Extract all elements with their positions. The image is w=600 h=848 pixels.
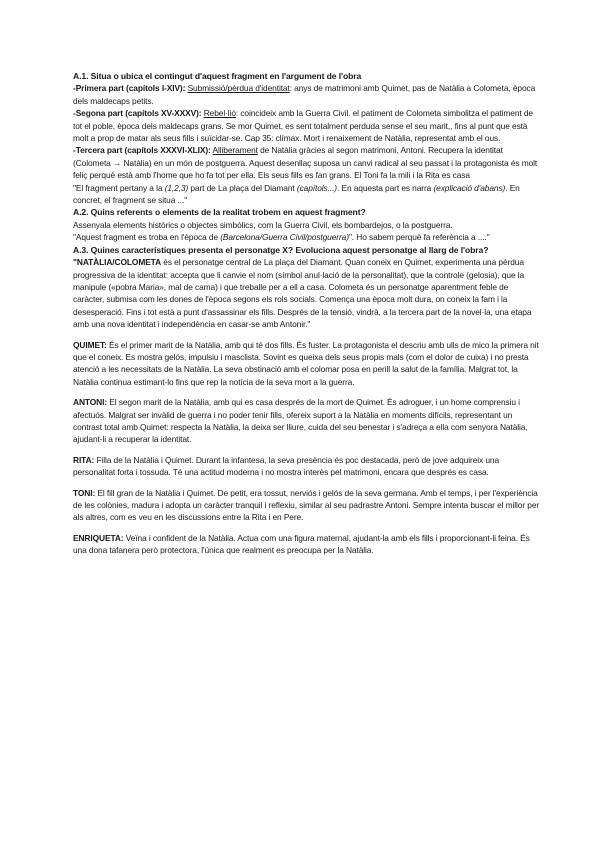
label-part-3: -Tercera part (capítols XXXVI-XLIX): bbox=[73, 145, 211, 156]
paragraph-a2-instructions: Assenyala elements històrics o objectes simbòlics, com la Guerra Civil, els bombardejos, o la postguerra. bbox=[73, 219, 453, 230]
heading-a1: A.1. Situa o ubica el contingut d'aquest fragment en l'argument de l'obra bbox=[73, 71, 362, 81]
paragraph-template-a2 bbox=[73, 231, 541, 243]
text-natalia: és el personatge central de La plaça del Diamant. Quan coneix en Quimet, experimenta una pèrdua progressiva de la identitat: accepta que li canvie el nom (símbol anul·lació de la personalitat), que la controle (gelosia), que la manipule («pobra Maria», mal de cama) i que treballe per a ell a casa. Colometa és un personatge aparentment feble de caràcter, submisa com les dones de l'època segons els rols socials. Comença una època molt dura, on coneix la fam i la desesperació. Fins i tot està a punt d'assassinar els fills. Després de la tensió, vindrà, a la tercera part de la novel·la, una etapa amb una nova identitat i independència en casar-se amb Antonir." bbox=[73, 257, 532, 330]
paragraph-enriqueta bbox=[73, 532, 541, 557]
theme-part-1: Submissió/pèrdua d'identitat bbox=[187, 83, 290, 94]
template-a1-placeholder-2: (capítols...) bbox=[296, 182, 337, 193]
heading-a3: A.3. Quines característiques presenta el personatge X? Evoluciona aquest personatge al llarg de l'obra? bbox=[73, 244, 489, 255]
text-rita: Filla de la Natàlia i Quimet. Durant la infantesa, la seva presència és poc destacada, però de jove adquireix una personalitat forta i tossuda. Té una actitud moderna i no mostra interès pel matrimoni, encara que després es casa. bbox=[73, 454, 500, 478]
label-quimet: QUIMET: bbox=[73, 339, 107, 350]
template-a1-placeholder-1: (1,2,3) bbox=[164, 182, 189, 193]
theme-part-2: Rebel·lió bbox=[203, 108, 236, 119]
label-part-2: -Segona part (capítols XV-XXXV): bbox=[73, 108, 202, 119]
label-natalia: "NATÀLIA/COLOMETA bbox=[73, 257, 162, 268]
paragraph-part-1 bbox=[73, 82, 541, 107]
template-a1-text-4: . En concret, el fragment se situa ..." bbox=[73, 182, 520, 206]
template-a2-placeholder: (Barcelona/Guerra Civil/postguerra) bbox=[220, 232, 349, 243]
template-a1-text-2: part de La plaça del Diamant bbox=[188, 182, 297, 193]
template-a2-text-1: "Aquest fragment es troba en l'època de bbox=[73, 232, 221, 243]
paragraph-antoni bbox=[73, 396, 541, 446]
text-part-2: : coincideix amb la Guerra Civil. el patiment de Colometa simbolitza el patiment de tot el poble, època dels maldecaps grans. Se mor Quimet, es sent totalment perduda sense el seu marit,, fins al punt que està molt a prop de matar als seus fills i suïcidar-se. Cap 35: clímax. Mort i renaixement de Natàlia, representat amb el ous. bbox=[73, 108, 533, 144]
heading-a2: A.2. Quins referents o elements de la realitat trobem en aquest fragment? bbox=[73, 207, 366, 218]
paragraph-natalia bbox=[73, 256, 541, 330]
text-quimet: És el primer marit de la Natàlia, amb qui té dos fills. És fuster. La protagonista el descriu amb ulls de mico la primera nit que el coneix. Es mostra gelós, impulsiu i masclista. Sovint es queixa dels seus propis mals (com el dolor de cuixa) i no presta atenció a les necessitats de la Natàlia. La seva obstinació amb el colomar posa en perill la salut de la família. Malgrat tot, la Natàlia continua estimant-lo fins que rep la notícia de la seva mort a la guerra. bbox=[73, 339, 539, 387]
label-antoni: ANTONI: bbox=[73, 397, 108, 408]
template-a1-placeholder-3: (explicació d'abans) bbox=[433, 182, 506, 193]
paragraph-rita bbox=[73, 454, 541, 479]
text-part-3: de Natàlia gràcies al segon matrimoni, Antoni. Recupera la identitat (Colometa → Natàlia) en un món de postguerra. Aquest desenllaç suposa un canvi radical al seu passat i la protagonista és molt feliç perquè està amb l'home que ho fa tot per ella. Els seus fills es fan grans. El Toni fa la mili i la Rita es casa bbox=[73, 145, 538, 181]
text-antoni: El segon marit de la Natàlia, amb qui es casa després de la mort de Quimet. És adroguer, i un home comprensiu i afectuós. Malgrat ser invàlid de guerra i no poder tenir fills, ofereix suport a la Natàlia en moments difícils, representant un contrast total amb Quimet: respecta la Natàlia, la deixa ser lliure, cuida del seu benestar i s'adreça a ella com senyora Natàlia, ajudant-li a recuperar la identitat. bbox=[73, 397, 528, 445]
template-a2-text-2: ". Ho sabem perquè fa referència a ...." bbox=[348, 232, 490, 243]
label-enriqueta: ENRIQUETA: bbox=[73, 532, 124, 543]
label-toni: TONI: bbox=[73, 487, 96, 498]
theme-part-3: Alliberament bbox=[212, 145, 258, 156]
paragraph-part-2 bbox=[73, 107, 541, 144]
paragraph-template-a1 bbox=[73, 182, 541, 207]
document-body bbox=[73, 70, 541, 557]
label-part-1: -Primera part (capítols I-XIV): bbox=[73, 83, 186, 94]
label-rita: RITA: bbox=[73, 454, 95, 465]
paragraph-quimet bbox=[73, 339, 541, 389]
text-toni: El fill gran de la Natàlia i Quimet. De petit, era tossut, nerviós i gelós de la seva germana. Amb el temps, i per l'experiència de les colònies, madura i adopta un caràcter tranquil i reflexiu, similar al seu padrastre Antoni. Sempre intenta buscar el millor per als altres, com es veu en les discussions entre la Rita i en Pere. bbox=[73, 487, 540, 523]
text-enriqueta: Veïna i confident de la Natàlia. Actua com una figura maternal, ajudant-la amb els fills i proporcionant-li feina. És una dona tafanera però protectora, l'única que realment es preocupa per la Natàlia. bbox=[73, 532, 530, 556]
template-a1-text-1: "El fragment pertany a la bbox=[73, 182, 165, 193]
paragraph-part-3 bbox=[73, 144, 541, 181]
template-a1-text-3: . En aquesta part es narra bbox=[337, 182, 434, 193]
text-part-1: : anys de matrimoni amb Quimet, pas de Natàlia a Colometa, època dels maldecaps petits. bbox=[73, 83, 536, 106]
paragraph-toni bbox=[73, 487, 541, 524]
